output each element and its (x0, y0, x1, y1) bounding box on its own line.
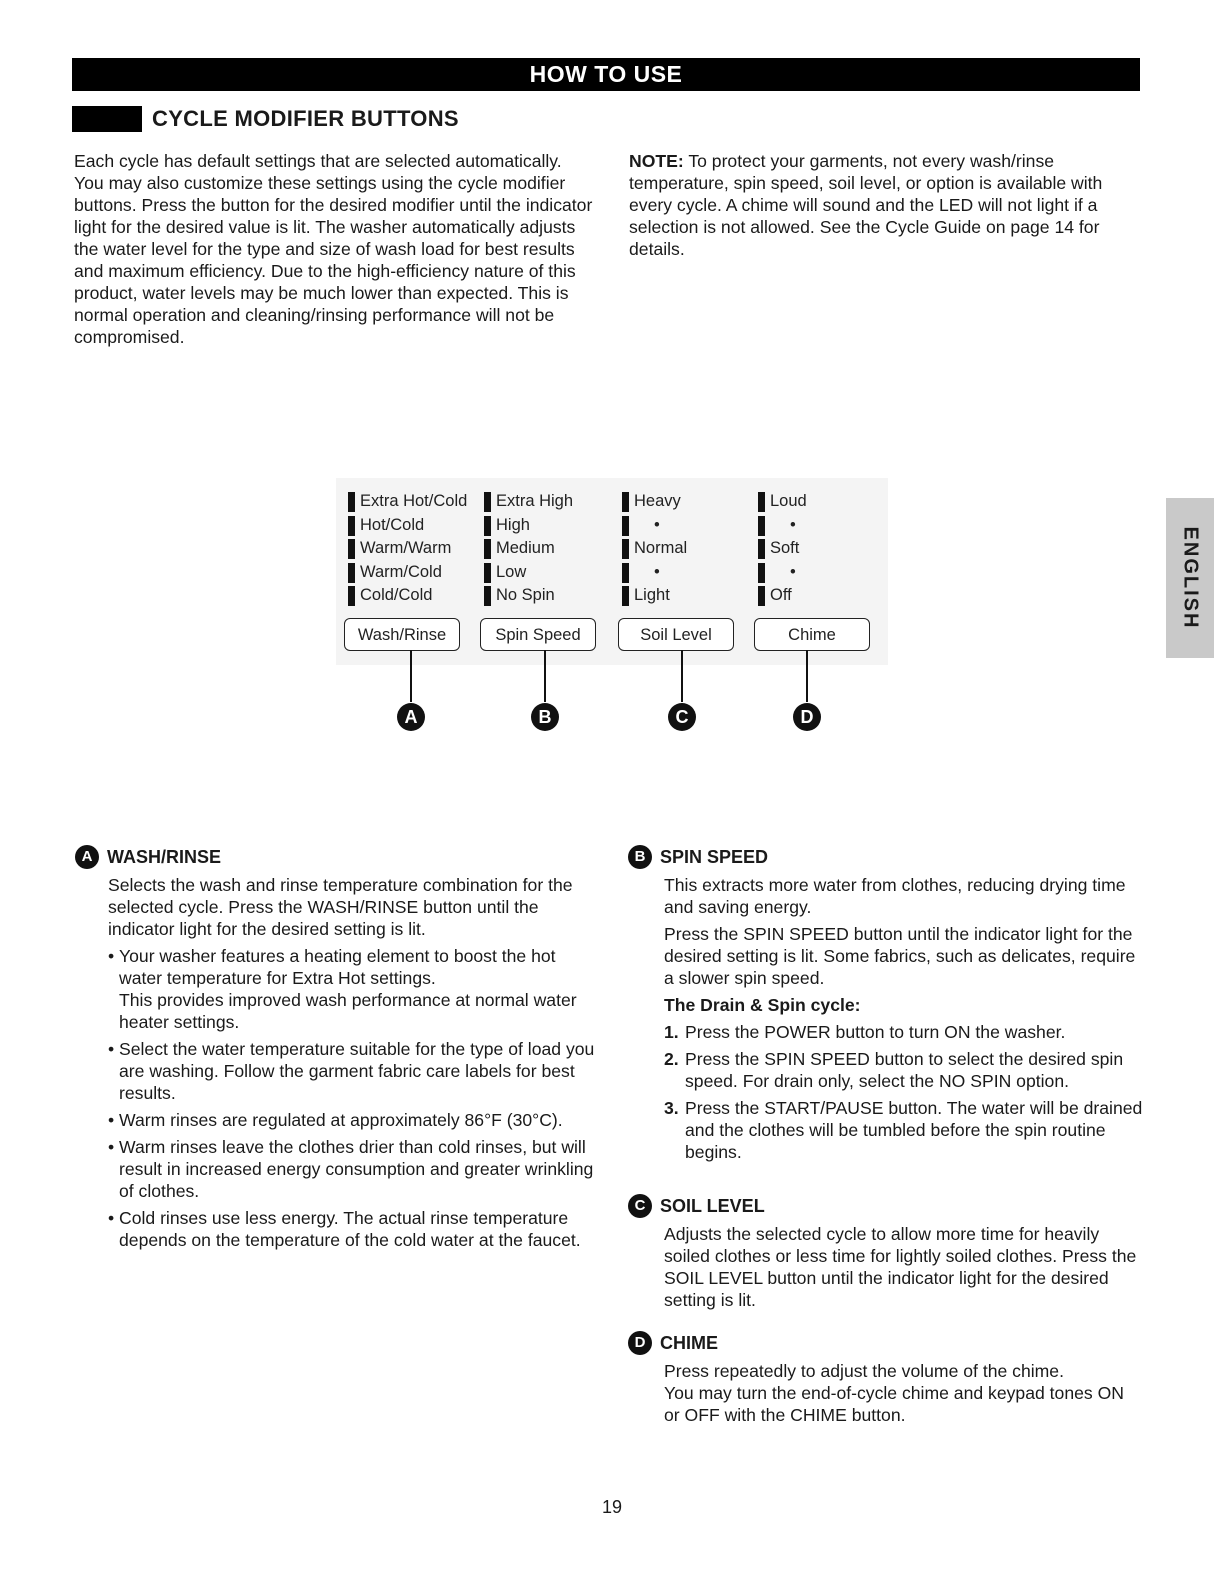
spin-speed-title: SPIN SPEED (660, 846, 769, 867)
soil-level-text: Adjusts the selected cycle to allow more time for heavily soiled clothes or less time for lightly soiled clothes. Press the SOIL LEVEL button until the indicator light for the desired setting is lit. (664, 1224, 1137, 1310)
callout-line-c (681, 650, 683, 702)
option-soft: Soft (754, 537, 807, 561)
note-paragraph (629, 150, 1149, 260)
wash-rinse-body (108, 874, 598, 1256)
control-panel-diagram (336, 478, 888, 665)
spin-speed-text2: Press the SPIN SPEED button until the indicator light for the desired setting is lit. Some fabrics, such as delicates, require a slower spin speed. (664, 924, 1136, 988)
chime-title: CHIME (660, 1332, 718, 1353)
chime-body (664, 1360, 1144, 1426)
drain-step (664, 1021, 1144, 1043)
bullet-text: Your washer features a heating element to boost the hot water temperature for Extra Hot settings. (119, 946, 556, 988)
option-extra-hot-cold: Extra Hot/Cold (344, 490, 467, 514)
option-normal: Normal (618, 537, 687, 561)
chime-letter: D (628, 1331, 652, 1355)
option-off: Off (754, 584, 807, 608)
spin-speed-options (480, 490, 573, 608)
drain-step (664, 1097, 1144, 1163)
soil-level-button: Soil Level (618, 618, 734, 651)
option-medium: Medium (480, 537, 573, 561)
intro-paragraph: Each cycle has default settings that are selected automatically. You may also customize these settings using the cycle modifier buttons. Press the button for the desired modifier until the indicator light for the desired value is lit. The washer automatically adjusts the water level for the type and size of wash load for best results and maximum efficiency. Due to the high-efficiency nature of this product, water levels may be much lower than expected. This is normal operation and cleaning/rinsing performance will not be compromised. (74, 151, 593, 347)
callout-d: D (793, 703, 821, 731)
option-dot: • (754, 514, 807, 538)
step-text: Press the POWER button to turn ON the washer. (685, 1022, 1066, 1042)
spin-speed-body (664, 874, 1144, 1168)
bullet-extra-text: This provides improved wash performance at normal water heater settings. (119, 990, 577, 1032)
callout-line-a (410, 650, 412, 702)
option-extra-high: Extra High (480, 490, 573, 514)
wash-rinse-letter: A (75, 845, 99, 869)
page-number: 19 (601, 1497, 623, 1517)
chime-text1: Press repeatedly to adjust the volume of the chime. (664, 1361, 1064, 1381)
option-no-spin: No Spin (480, 584, 573, 608)
soil-level-title: SOIL LEVEL (660, 1195, 765, 1216)
drain-step (664, 1048, 1144, 1092)
spin-speed-button: Spin Speed (480, 618, 596, 651)
section-title (72, 104, 459, 134)
chime-options (754, 490, 807, 608)
soil-level-letter: C (628, 1194, 652, 1218)
option-dot: • (618, 514, 687, 538)
wash-rinse-button: Wash/Rinse (344, 618, 460, 651)
option-warm-warm: Warm/Warm (344, 537, 467, 561)
wash-rinse-text: Selects the wash and rinse temperature combination for the selected cycle. Press the WASH/RINSE button until the indicator light for the desired setting is lit. (108, 875, 573, 939)
callout-c: C (668, 703, 696, 731)
step-text: Press the SPIN SPEED button to select the desired spin speed. For drain only, select the NO SPIN option. (685, 1049, 1124, 1091)
wash-rinse-bullet: • Warm rinses are regulated at approximately 86°F (30°C). (108, 1109, 598, 1131)
step-number: 1. (664, 1022, 679, 1042)
option-light: Light (618, 584, 687, 608)
spin-speed-text1: This extracts more water from clothes, reducing drying time and saving energy. (664, 875, 1126, 917)
step-text: Press the START/PAUSE button. The water will be drained and the clothes will be tumbled before the spin routine begins. (685, 1098, 1143, 1162)
option-heavy: Heavy (618, 490, 687, 514)
section-marker (72, 106, 142, 132)
step-number: 2. (664, 1049, 679, 1069)
chime-heading (628, 1331, 718, 1355)
soil-level-heading (628, 1194, 765, 1218)
soil-level-body (664, 1223, 1144, 1316)
drain-spin-title: The Drain & Spin cycle: (664, 995, 861, 1015)
option-cold-cold: Cold/Cold (344, 584, 467, 608)
wash-rinse-bullet: • Select the water temperature suitable for the type of load you are washing. Follow the garment fabric care labels for best results. (108, 1038, 598, 1104)
wash-rinse-bullet: • Warm rinses leave the clothes drier than cold rinses, but will result in increased energy consumption and greater wrinkling of clothes. (108, 1136, 598, 1202)
language-tab-label: ENGLISH (1179, 526, 1202, 630)
option-warm-cold: Warm/Cold (344, 561, 467, 585)
page-header: HOW TO USE (72, 58, 1140, 91)
soil-level-options (618, 490, 687, 608)
spin-speed-letter: B (628, 845, 652, 869)
chime-text2: You may turn the end-of-cycle chime and keypad tones ON or OFF with the CHIME button. (664, 1383, 1124, 1425)
spin-speed-heading (628, 845, 768, 869)
language-tab (1166, 498, 1214, 658)
wash-rinse-heading (75, 845, 221, 869)
note-text: To protect your garments, not every wash/rinse temperature, spin speed, soil level, or option is available with every cycle. A chime will sound and the LED will not light if a selection is not allowed. See the Cycle Guide on page 14 for details. (629, 151, 1103, 259)
wash-rinse-bullet (108, 945, 598, 1033)
callout-line-d (806, 650, 808, 702)
option-dot: • (754, 561, 807, 585)
option-loud: Loud (754, 490, 807, 514)
wash-rinse-title: WASH/RINSE (107, 846, 222, 867)
callout-b: B (531, 703, 559, 731)
callout-line-b (544, 650, 546, 702)
chime-button: Chime (754, 618, 870, 651)
option-dot: • (618, 561, 687, 585)
note-label: NOTE: (629, 151, 684, 171)
wash-rinse-options (344, 490, 467, 608)
wash-rinse-bullet: • Cold rinses use less energy. The actual rinse temperature depends on the temperature of the cold water at the faucet. (108, 1207, 598, 1251)
callout-a: A (397, 703, 425, 731)
option-hot-cold: Hot/Cold (344, 514, 467, 538)
option-high: High (480, 514, 573, 538)
option-low: Low (480, 561, 573, 585)
section-title-text: CYCLE MODIFIER BUTTONS (152, 106, 459, 131)
step-number: 3. (664, 1098, 679, 1118)
